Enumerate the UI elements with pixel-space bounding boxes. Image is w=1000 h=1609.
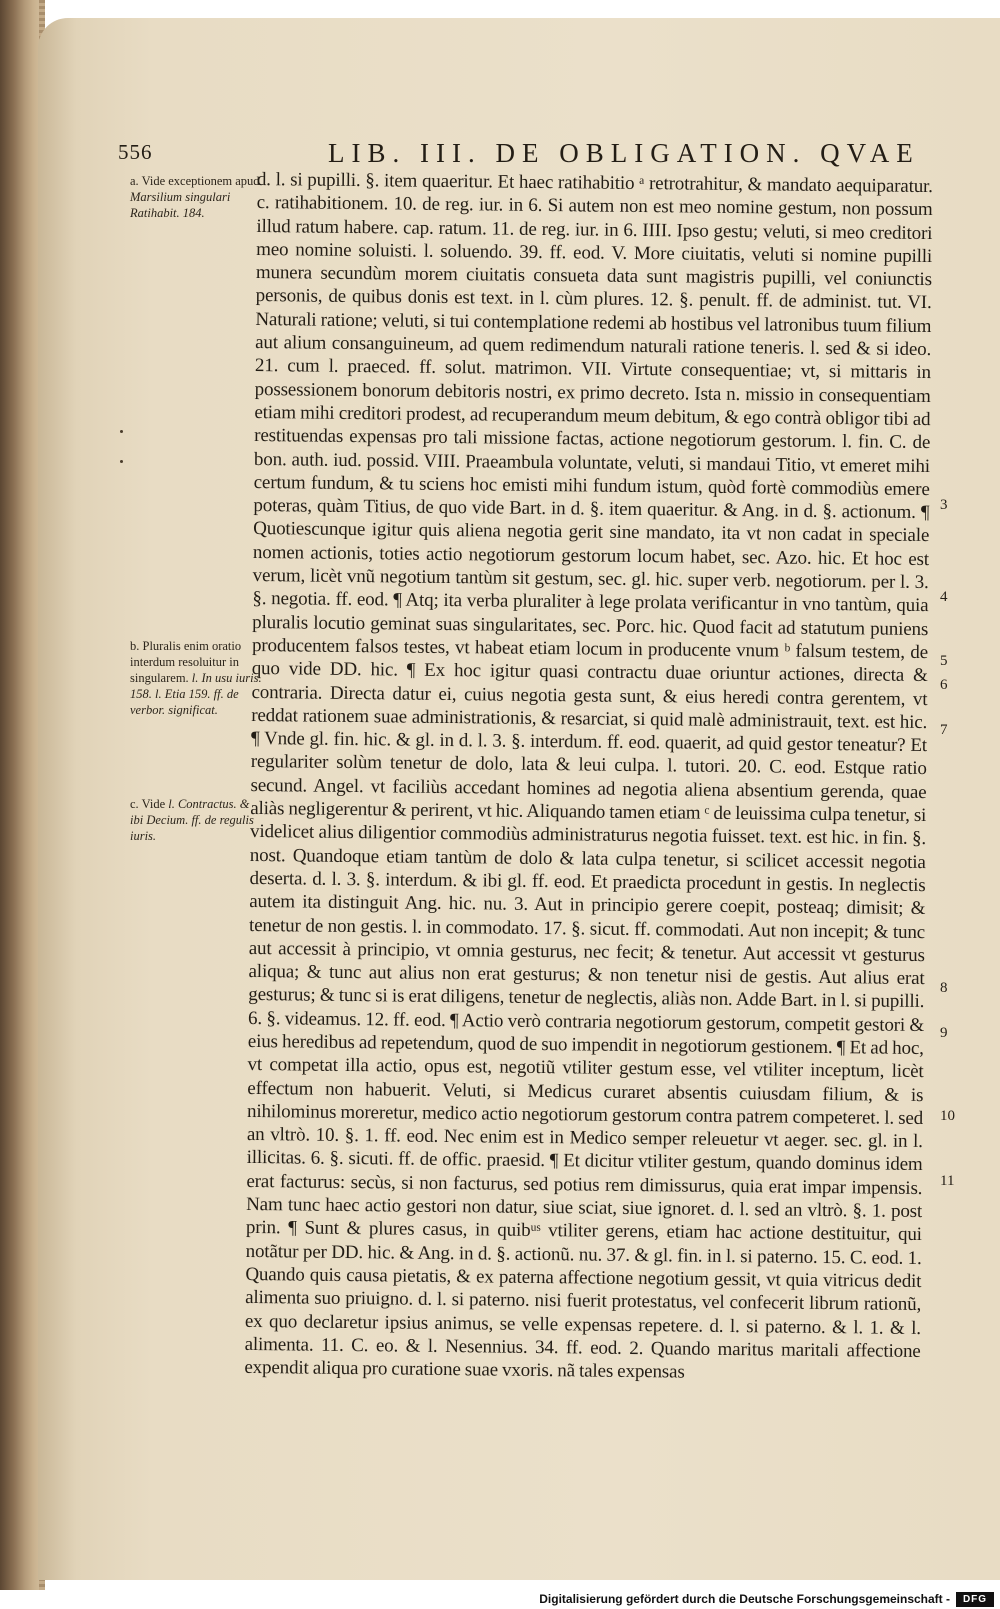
margin-note-c <box>130 796 262 844</box>
margin-note-a-lead: a. Vide exceptionem apud <box>130 174 260 188</box>
margin-mark <box>120 460 123 463</box>
paragraph-number: 6 <box>940 677 948 693</box>
paragraph-number: 5 <box>940 653 948 669</box>
margin-note-c-ref: l. Contractus. & ibi Decium. ff. de regulis iuris. <box>130 797 254 843</box>
running-head <box>118 138 950 172</box>
body-text: d. l. si pupilli. §. item quaeritur. Et haec ratihabitio ᵃ retrotrahitur, & mandato aequiparatur. c. ratihabitionem. 10. de reg. iur. in 6. Si autem non est meo nomine gestum, non possum illud ratum habere. cap. ratum. 11. de reg. iur. in 6. IIII. Ipso gestu; veluti, si meo creditori meo nomine soluisti. l. soluendo. 39. ff. eod. V. More ciuitatis, veluti si nomine pupilli munera secundùm morem ciuitatis consueta data sunt magistris pupilli, vel coniunctis personis, de quibus donis est text. in l. cùm plures. 12. §. penult. ff. de administ. tut. VI. Naturali ratione; veluti, si tui contemplatione redemi ab hostibus vel latronibus tuum filium aut alium consanguineum, ad quem redimendum naturali ratione teneris. l. sed & si ideo. 21. cum l. praeced. ff. solut. matrimon. VII. Virtute consequentiae; vt, si mittaris in possessionem bonorum debitoris nostri, ex primo decreto. Ista n. missio in consequentiam etiam mihi creditori prodest, ad recuperandum meum debitum, & ego contrà obligor tibi ad restituendas expensas pro tali missione factas, actione negotiorum gestorum. l. fin. C. de bon. auth. iud. possid. VIII. Praeambula voluntate, veluti, si mandaui Titio, vt emeret mihi certum fundum, & tu sciens hoc emisti mihi fundum istum, quòd fortè commodiùs emere poteras, quàm Titius, de quo vide Bart. in d. §. item quaeritur. & Ang. in d. §. actionum. ¶ Quotiescunque igitur quis aliena negotia gerit sine mandato, ita vt non cadat in speciale nomen actionis, toties actio negotiorum gestorum locum habet, sec. Azo. hic. Et hoc est verum, licèt vnũ negotium tantùm sit gestum, sec. gl. hic. super verb. negotiorum. per l. 3. §. negotia. ff. eod. ¶ Atq; ita verba pluraliter à lege prolata verificantur in vno tantùm, quia pluralis locutio geminat suas singularitates, sec. Porc. hic. Quod facit ad statutum puniens producentem falsos testes, vt habeat etiam locum in producente vnum ᵇ falsum testem, de quo vide DD. hic. ¶ Ex hoc igitur quasi contractu duae oriuntur actiones, directa & contraria. Directa datur ei, cuius negotia gesta sunt, & eius heredi contra gerentem, vt reddat rationem suae administrationis, & resarciat, si quid malè administrauit, text. est hic. ¶ Vnde gl. fin. hic. & gl. in d. l. 3. §. interdum. ff. eod. quaerit, ad quid gestor teneatur? Et regulariter solùm tenetur de dolo, lata & leui culpa. l. tutori. 20. C. eod. Estque ratio secund. Angel. vt faciliùs accedant homines ad negotia aliena absentium gerenda, quae aliàs negligerentur & perirent, vt hic. Aliquando tamen etiam ᶜ de leuissima culpa tenetur, si videlicet alius diligentior commodiùs administraturus negotia fuisset. text. est hic. in fin. §. nost. Quandoque etiam tantùm de dolo & lata culpa tenetur, si scilicet accessit negotia deserta. d. l. 3. §. interdum. & ibi gl. ff. eod. Et praedicta procedunt in gestis. In neglectis autem ita distinguit Ang. hic. nu. 3. Aut in principio gerere coepit, posteaq; dimisit; & tenetur de non gestis. l. in commodato. 17. §. sicut. ff. commodati. Aut non incepit; & tunc aut accessit à principio, vt omnia gesturus, nec fecit; & tenetur. Aut accessit vt gesturus aliqua; & tunc aut alius non erat gesturus; & non tenetur nisi de gestis. Aut alius erat gesturus; & tunc si is erat diligens, tenetur de neglectis, aliàs non. Adde Bart. in l. si pupilli. 6. §. videamus. 12. ff. eod. ¶ Actio verò contraria negotiorum gestorum, competit gestori & eius heredibus ad repetendum, quod de suo impendit in negotiorum gestionem. ¶ Et ad hoc, vt competat illa actio, opus est, negotiũ vtiliter gestum esse, vel vtiliter inceptum, licèt effectum non habuerit. Veluti, si Medicus curaret absentis cuiusdam filium, & is nihilominus moreretur, medico actio negotiorum gestorum contra patrem competeret. l. sed an vltrò. 10. §. 1. ff. eod. Nec enim est in Medico semper releuetur vt aeger. sec. gl. in l. illicitas. 6. §. sicuti. ff. de offic. praesid. ¶ Et dicitur vtiliter gestum, quando dominus idem erat facturus: secùs, si non facturus, sed potius rem dimissurus, quia erat impar impensis. Nam tunc haec actio gestori non datur, siue sciat, siue ignoret. d. l. sed an vltrò. §. 1. post prin. ¶ Sunt & plures casus, in quibᵘˢ vtiliter gerens, etiam hac actione destituitur, qui notãtur per DD. hic. & Ang. in d. §. actionũ. nu. 37. & gl. fin. in l. si paterno. 15. C. eod. 1. Quando quis causa pietatis, & ex paterna affectione negotium gessit, vt quia vitricus dedit alimenta suo priuigno. d. l. si paterno. nisi fuerit protestatus, vel confecerit librum rationũ, ex quo declaretur ipsius animus, se velle expensas repetere. d. l. si paterno. & l. 1. & l. alimenta. 11. C. eo. & l. Nesennius. 34. ff. eod. 2. Quando maritus maritali affectione expendit aliqua pro curatione suae vxoris. nã tales expensas <box>244 168 933 1383</box>
margin-marks <box>120 430 130 490</box>
paragraph-number: 11 <box>940 1173 955 1189</box>
page-number: 556 <box>118 140 153 164</box>
margin-note-b-ref: l. In usu iuris. 158. l. Etia 159. ff. de verbor. significat. <box>130 671 262 717</box>
funding-credit: Digitalisierung gefördert durch die Deutsche Forschungsgemeinschaft - <box>539 1592 950 1606</box>
paragraph-number: 8 <box>940 980 948 996</box>
paragraph-number: 7 <box>940 722 948 738</box>
dfg-logo: DFG <box>956 1592 994 1607</box>
margin-note-a <box>130 173 262 221</box>
paragraph-number: 9 <box>940 1025 948 1041</box>
paragraph-number: 3 <box>940 497 948 513</box>
margin-note-b-lead: b. Pluralis enim oratio interdum resoluitur in singularem. <box>130 639 242 685</box>
margin-mark <box>120 430 123 433</box>
margin-note-a-ref: Marsilium singulari Ratihabit. 184. <box>130 190 231 220</box>
running-head-title: LIB. III. DE OBLIGATION. QVAE <box>328 138 920 168</box>
paragraph-number: 4 <box>940 589 948 605</box>
margin-note-c-lead: c. Vide <box>130 797 166 811</box>
footer-bar <box>0 1590 1000 1609</box>
paragraph-number: 10 <box>940 1108 955 1124</box>
margin-note-b <box>130 638 262 718</box>
paragraph-numbers <box>940 0 970 1400</box>
